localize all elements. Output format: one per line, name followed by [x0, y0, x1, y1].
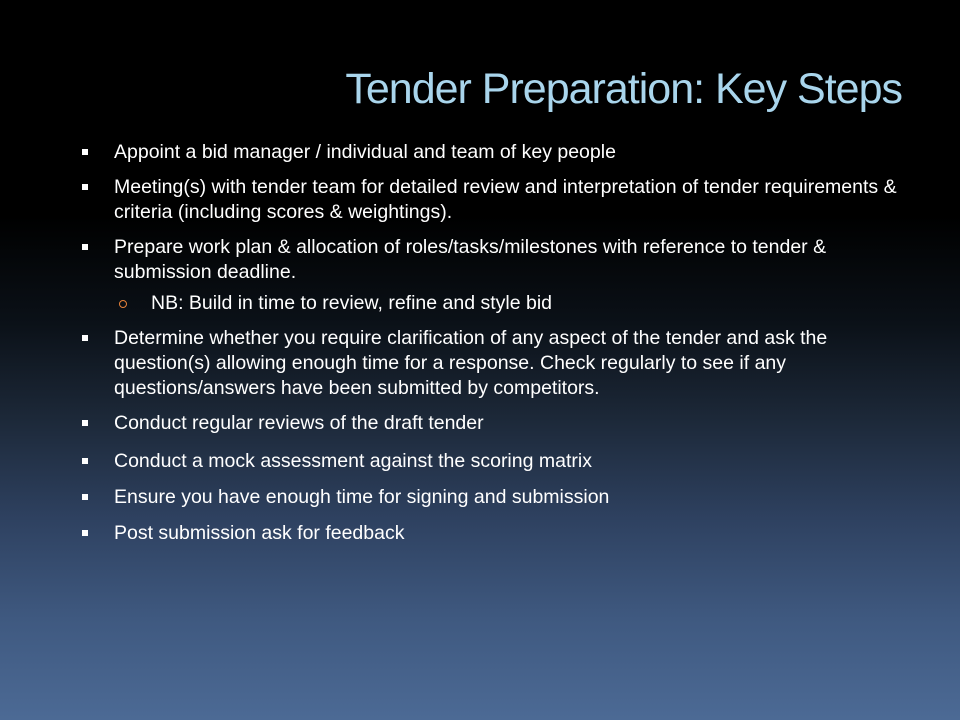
- square-bullet-icon: [82, 458, 88, 464]
- list-item: [78, 449, 918, 474]
- list-item-text: Appoint a bid manager / individual and team of key people: [114, 141, 616, 163]
- list-item: [78, 326, 918, 401]
- list-item: [78, 521, 918, 546]
- square-bullet-icon: [82, 335, 88, 341]
- list-item: [78, 175, 918, 225]
- list-item-text: Determine whether you require clarification of any aspect of the tender and ask the question(s) allowing enough time for a response. Check regularly to see if any questions/answers have been submitted by competitors.: [114, 327, 828, 399]
- list-item: [78, 235, 918, 285]
- square-bullet-icon: [82, 530, 88, 536]
- sub-list-item: [78, 291, 918, 316]
- list-item-text: Post submission ask for feedback: [114, 522, 405, 544]
- square-bullet-icon: [82, 244, 88, 250]
- list-item: [78, 411, 918, 436]
- slide-title: Tender Preparation: Key Steps: [345, 65, 902, 113]
- list-item-text: Prepare work plan & allocation of roles/tasks/milestones with reference to tender & submission deadline.: [114, 236, 827, 283]
- sub-list-item-text: NB: Build in time to review, refine and style bid: [151, 292, 553, 314]
- list-item-text: Meeting(s) with tender team for detailed review and interpretation of tender requirements & criteria (including scores & weightings).: [114, 176, 897, 223]
- list-item-text: Ensure you have enough time for signing and submission: [114, 486, 610, 508]
- list-item: [78, 140, 918, 165]
- list-item-text: Conduct regular reviews of the draft tender: [114, 412, 484, 434]
- square-bullet-icon: [82, 420, 88, 426]
- square-bullet-icon: [82, 149, 88, 155]
- circle-bullet-icon: [119, 300, 127, 308]
- square-bullet-icon: [82, 494, 88, 500]
- list-item: [78, 485, 918, 510]
- bullet-list: [78, 140, 918, 556]
- square-bullet-icon: [82, 184, 88, 190]
- list-item-text: Conduct a mock assessment against the scoring matrix: [114, 450, 592, 472]
